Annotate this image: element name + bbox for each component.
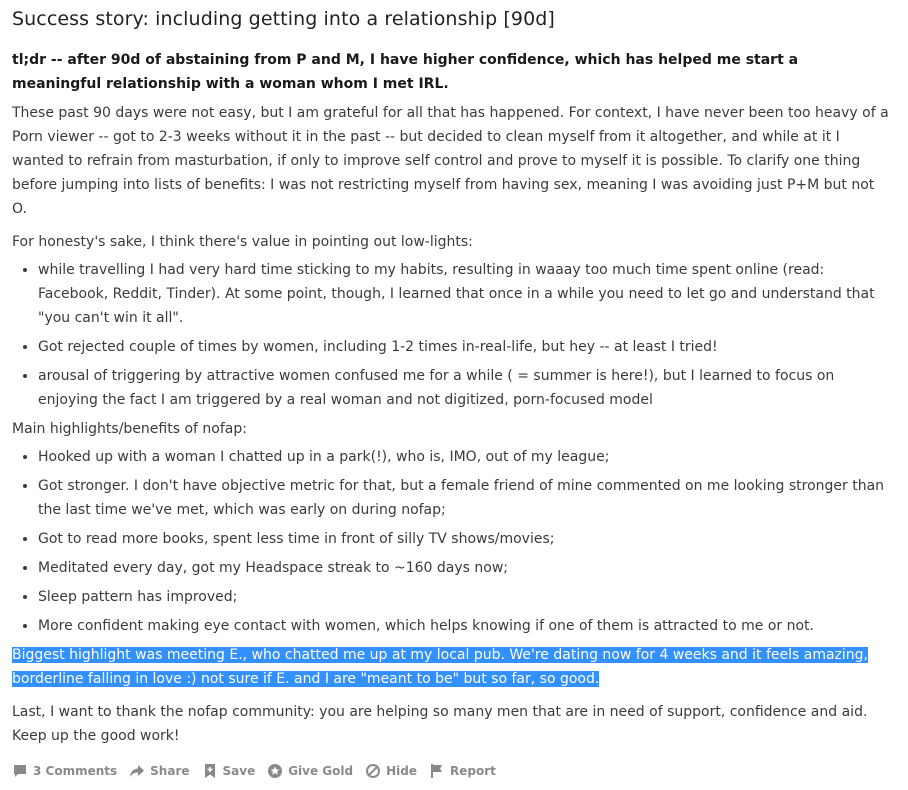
post-title[interactable]: Success story: including getting into a relationship [90d]: [12, 8, 555, 30]
save-button[interactable]: [202, 763, 256, 779]
hide-button[interactable]: [365, 763, 417, 779]
list-item: • Hooked up with a woman I chatted up in a park(!), who is, IMO, out of my league;: [38, 445, 892, 469]
selected-paragraph: [12, 643, 892, 691]
report-label: Report: [450, 764, 496, 778]
list-item: • while travelling I had very hard time sticking to my habits, resulting in waaay too much time spent online (read: Facebook, Reddit, Tinder). At some point, though, I learned that once in a while you need to let go and understand that "you can't win it all".: [38, 258, 892, 330]
share-button[interactable]: [129, 763, 189, 779]
paragraph-lowlights-intro: For honesty's sake, I think there's value in pointing out low-lights:: [12, 234, 473, 250]
hide-icon: [365, 763, 381, 779]
post-body: [12, 101, 892, 748]
list-item: • Got to read more books, spent less time in front of silly TV shows/movies;: [38, 527, 892, 551]
comment-icon: [12, 763, 28, 779]
paragraph-context: These past 90 days were not easy, but I am grateful for all that has happened. For context, I have never been too heavy of a Porn viewer -- got to 2-3 weeks without it in the past -- but decided to clean myself from it altogether, and while at it I wanted to refrain from masturbation, if only to improve self control and prove to myself it is possible. To clarify one thing before jumping into lists of benefits: I was not restricting myself from having sex, meaning I was avoiding just P+M but not O.: [12, 105, 889, 217]
highlights-list: [12, 445, 892, 638]
give-gold-button[interactable]: [267, 763, 353, 779]
text-selection[interactable]: Biggest highlight was meeting E., who chatted me up at my local pub. We're dating now for 4 weeks and it feels amazing, borderline falling in love :) not sure if E. and I are "meant to be" but so far, so good.: [12, 647, 869, 687]
save-label: Save: [222, 764, 256, 778]
comments-label: 3 Comments: [33, 764, 118, 778]
list-item: • Got stronger. I don't have objective metric for that, but a female friend of mine commented on me looking stronger than the last time we've met, which was early on during nofap;: [38, 474, 892, 522]
paragraph-highlights-intro: Main highlights/benefits of nofap:: [12, 421, 247, 437]
list-item: • Sleep pattern has improved;: [38, 585, 892, 609]
post-action-bar: [12, 760, 892, 782]
report-icon: [429, 763, 445, 779]
gold-icon: [267, 763, 283, 779]
lowlights-list: [12, 258, 892, 412]
save-icon: [202, 763, 218, 779]
give-gold-label: Give Gold: [288, 764, 354, 778]
share-icon: [129, 763, 145, 779]
list-item: • Meditated every day, got my Headspace streak to ~160 days now;: [38, 556, 892, 580]
post-tldr: tl;dr -- after 90d of abstaining from P and M, I have higher confidence, which has helped me start a meaningful relationship with a woman whom I met IRL.: [12, 52, 799, 92]
list-item: • Got rejected couple of times by women, including 1-2 times in-real-life, but hey -- at least I tried!: [38, 335, 892, 359]
report-button[interactable]: [429, 763, 496, 779]
comments-button[interactable]: [12, 763, 117, 779]
paragraph-closing: Last, I want to thank the nofap community: you are helping so many men that are in need of support, confidence and aid. Keep up the good work!: [12, 704, 868, 744]
list-item: • arousal of triggering by attractive women confused me for a while ( = summer is here!), but I learned to focus on enjoying the fact I am triggered by a real woman and not digitized, porn-focused model: [38, 364, 892, 412]
post: [12, 0, 892, 782]
share-label: Share: [150, 764, 190, 778]
list-item: • More confident making eye contact with women, which helps knowing if one of them is attracted to me or not.: [38, 614, 892, 638]
hide-label: Hide: [386, 764, 417, 778]
